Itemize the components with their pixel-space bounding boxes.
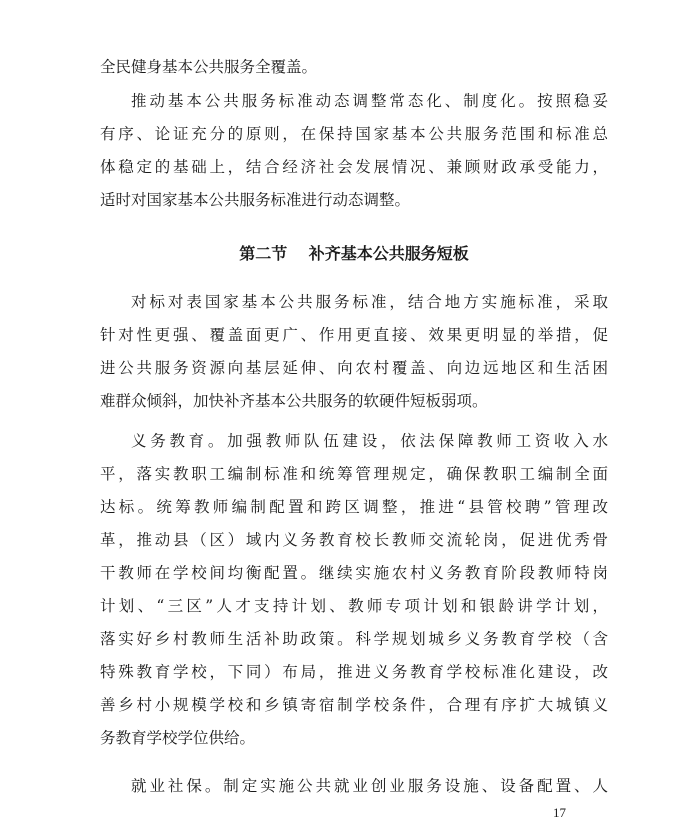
text-line: 适时对国家基本公共服务标准进行动态调整。 <box>100 191 411 209</box>
text-line: 对标对表国家基本公共服务标准，结合地方实施标准，采取 <box>131 293 608 311</box>
text-line: 达标。统筹教师编制配置和跨区调整，推进“县管校聘”管理改 <box>100 498 608 516</box>
paragraph-1 <box>100 51 608 84</box>
text-line: 有序、论证充分的原则，在保持国家基本公共服务范围和标准总 <box>100 125 608 143</box>
text-line: 针对性更强、覆盖面更广、作用更直接、效果更明显的举措，促 <box>100 326 608 344</box>
text-line: 体稳定的基础上，结合经济社会发展情况、兼顾财政承受能力， <box>100 158 608 176</box>
text-line: 革，推动县（区）域内义务教育校长教师交流轮岗，促进优秀骨 <box>100 531 608 549</box>
text-line: 干教师在学校间均衡配置。继续实施农村义务教育阶段教师特岗 <box>100 564 608 582</box>
text-line: 推动基本公共服务标准动态调整常态化、制度化。按照稳妥 <box>131 92 608 110</box>
text-line: 难群众倾斜，加快补齐基本公共服务的软硬件短板弱项。 <box>100 392 488 410</box>
text-line: 落实好乡村教师生活补助政策。科学规划城乡义务教育学校（含 <box>100 630 608 648</box>
paragraph-3 <box>100 286 608 418</box>
paragraph-5 <box>100 770 608 803</box>
text-line: 平，落实教职工编制标准和统筹管理规定，确保教职工编制全面 <box>100 465 608 483</box>
paragraph-4 <box>100 425 608 755</box>
text-line: 就业社保。制定实施公共就业创业服务设施、设备配置、人 <box>131 777 608 795</box>
text-line: 特殊教育学校，下同）布局，推进义务教育学校标准化建设，改 <box>100 663 608 681</box>
text-line: 进公共服务资源向基层延伸、向农村覆盖、向边远地区和生活困 <box>100 359 608 377</box>
text-line: 善乡村小规模学校和乡镇寄宿制学校条件，合理有序扩大城镇义 <box>100 696 608 714</box>
text-line: 全民健身基本公共服务全覆盖。 <box>100 58 318 76</box>
text-line: 务教育学校学位供给。 <box>100 729 256 747</box>
paragraph-2 <box>100 85 608 217</box>
page-number: 17 <box>553 805 566 820</box>
section-heading: 第二节 补齐基本公共服务短板 <box>239 244 469 263</box>
text-line: 义务教育。加强教师队伍建设，依法保障教师工资收入水 <box>131 432 608 450</box>
text-line: 计划、“三区”人才支持计划、教师专项计划和银龄讲学计划， <box>100 597 608 615</box>
